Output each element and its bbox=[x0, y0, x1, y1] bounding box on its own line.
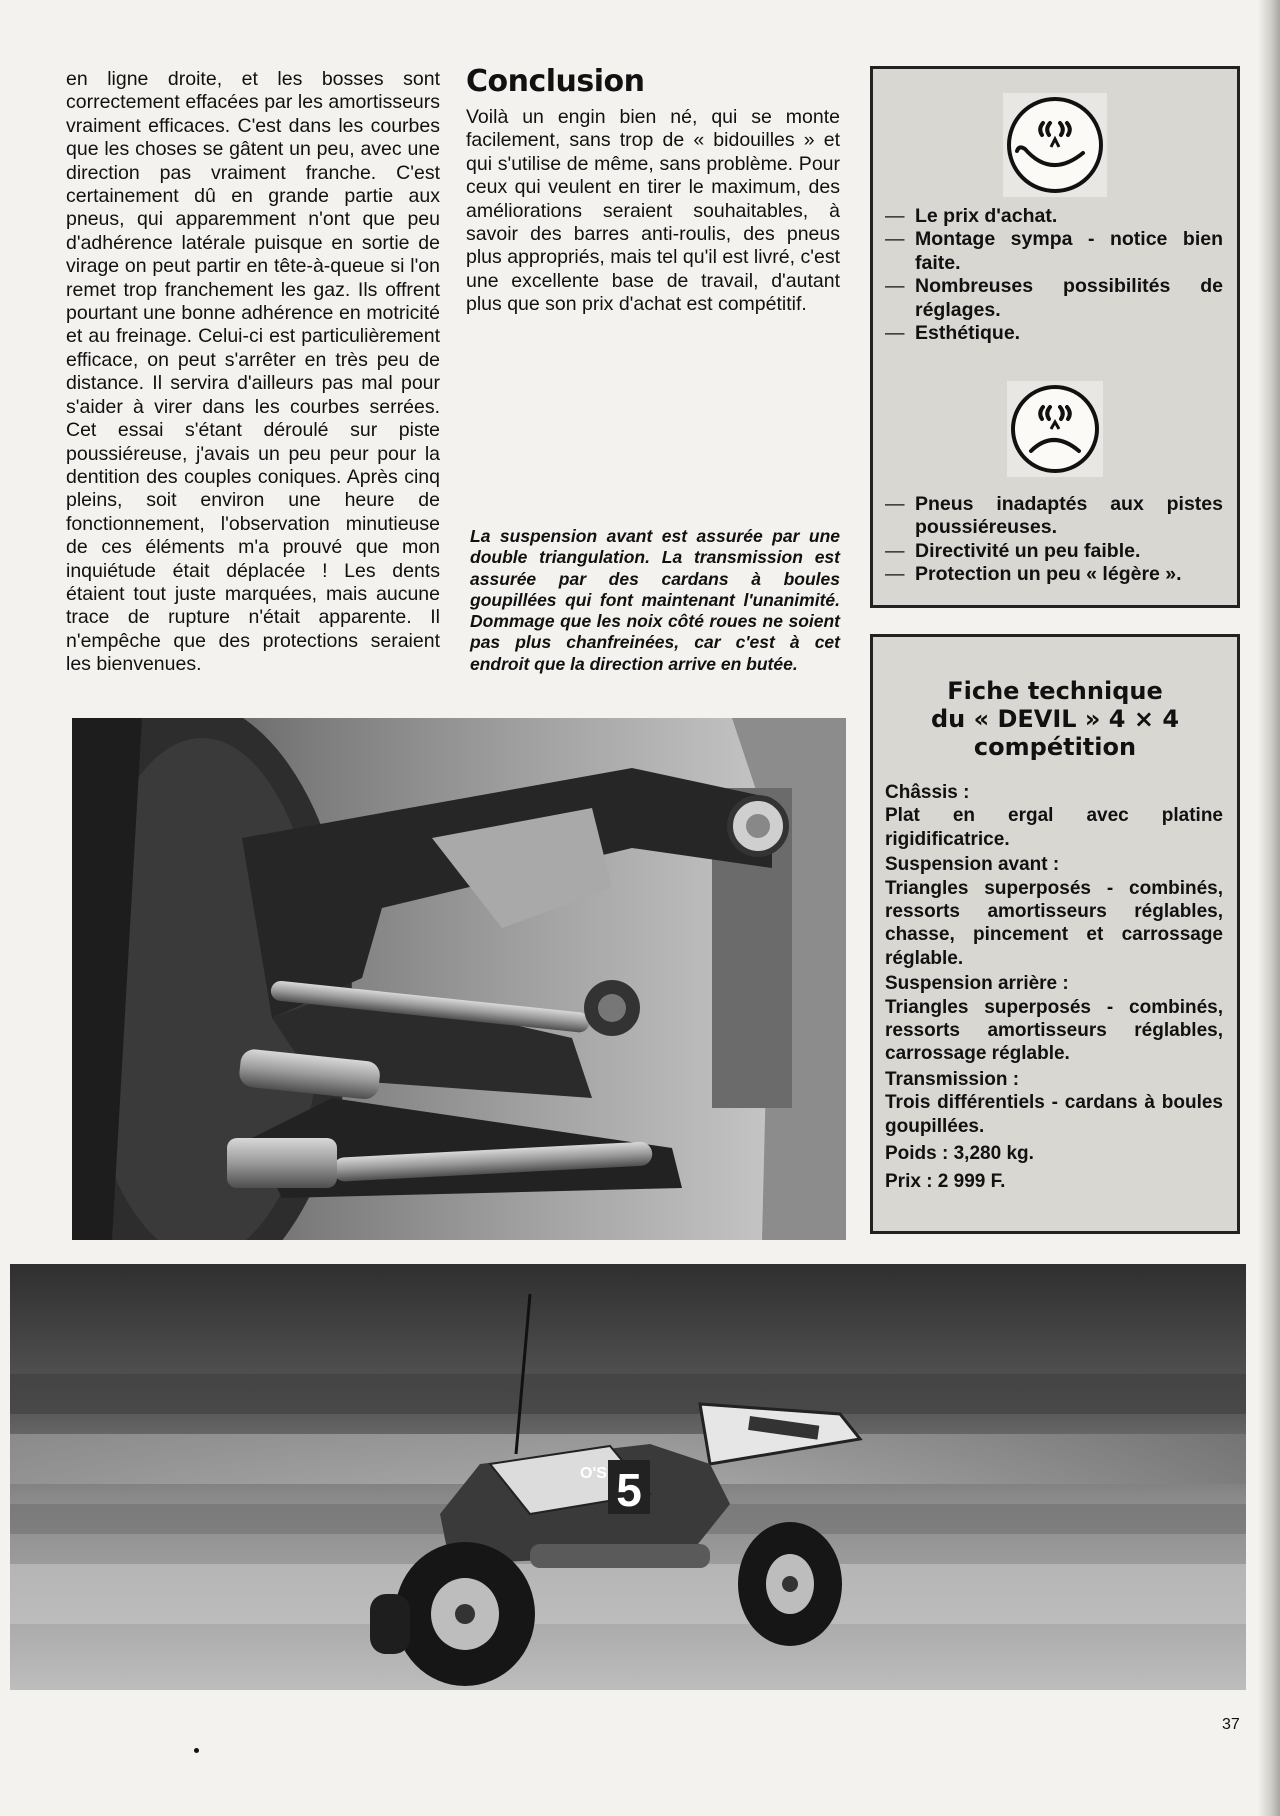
spec-label: Châssis : bbox=[885, 782, 970, 803]
pros-item: — Nombreuses possibilités de réglages. bbox=[885, 275, 1223, 322]
spec-value: Plat en ergal avec platine rigidificatrice. bbox=[885, 805, 1223, 850]
car-number-text: 5 bbox=[616, 1464, 642, 1516]
spec-value: Triangles superposés - combinés, ressorts amortisseurs réglables, chasse, pincement et carrossage réglable. bbox=[885, 877, 1223, 969]
spec-label: Suspension avant : bbox=[885, 854, 1060, 876]
car-action-photo bbox=[10, 1264, 1246, 1690]
car-number-decal bbox=[608, 1460, 650, 1516]
cons-item: — Pneus inadaptés aux pistes poussiéreuses. bbox=[885, 493, 1223, 540]
pros-item: — Esthétique. bbox=[885, 322, 1223, 345]
pros-item: — Le prix d'achat. bbox=[885, 205, 1223, 228]
photo-caption: La suspension avant est assurée par une double triangulation. La transmission est assurée par des cardans à boules goupillées qui font maintenant l'unanimité. Dommage que les noix côté roues ne soient pas plus chanfreinées, car c'est à cet endroit que la direction arrive en butée. bbox=[470, 526, 840, 674]
fiche-technique-box bbox=[870, 634, 1240, 1234]
happy-smiley-wrap bbox=[873, 93, 1237, 197]
print-dot bbox=[194, 1748, 199, 1753]
sad-smiley-icon bbox=[1007, 381, 1103, 477]
conclusion-heading: Conclusion bbox=[466, 64, 645, 99]
spec-value: Triangles superposés - combinés, ressorts amortisseurs réglables, carrossage réglable. bbox=[885, 996, 1223, 1065]
sad-smiley-wrap bbox=[873, 381, 1237, 477]
fiche-technique-body bbox=[885, 781, 1223, 1195]
conclusion-text: Voilà un engin bien né, qui se monte facilement, sans trop de « bidouilles » et qui s'utilise de même, sans problème. Pour ceux qui veulent en tirer le maximum, des améliorations seraient souhaitables, à savoir des barres anti-roulis, des pneus plus appropriés, mais tel qu'il est livré, c'est une excellente base de travail, d'autant plus que son prix d'achat est compétitif. bbox=[466, 106, 840, 316]
suspension-closeup-photo bbox=[72, 718, 846, 1240]
article-column-1 bbox=[66, 68, 440, 677]
spec-label: Transmission : bbox=[885, 1068, 1020, 1090]
spec-label: Suspension arrière : bbox=[885, 973, 1069, 995]
pros-list bbox=[885, 205, 1223, 345]
spec-price: Prix : 2 999 F. bbox=[885, 1170, 1006, 1192]
page-number: 37 bbox=[1222, 1716, 1240, 1733]
conclusion-column bbox=[466, 106, 840, 317]
pros-cons-box bbox=[870, 66, 1240, 608]
fiche-technique-title: Fiche technique du « DEVIL » 4 × 4 compétition bbox=[930, 677, 1180, 761]
pros-item: — Montage sympa - notice bien faite. bbox=[885, 228, 1223, 275]
cons-item: — Protection un peu « légère ». bbox=[885, 563, 1223, 586]
page-edge-shadow bbox=[1258, 0, 1280, 1816]
spec-weight: Poids : 3,280 kg. bbox=[885, 1143, 1034, 1165]
cons-item: — Directivité un peu faible. bbox=[885, 540, 1223, 563]
happy-smiley-icon bbox=[1003, 93, 1107, 197]
engine-decal-text: O'S bbox=[580, 1465, 607, 1482]
spec-value: Trois différentiels - cardans à boules goupillées. bbox=[885, 1092, 1223, 1137]
article-column-1-text: en ligne droite, et les bosses sont correctement effacées par les amortisseurs vraiment efficaces. C'est dans les courbes que les choses se gâtent un peu, avec une direction pas vraiment franche. C'est certainement dû en grande partie aux pneus, qui apparemment n'ont que peu d'adhérence latérale puisque en sortie de virage on peut partir en tête-à-queue si l'on remet trop franchement les gaz. Ils offrent pourtant une bonne adhérence en motricité et au freinage. Celui-ci est particulièrement efficace, on peut s'arrêter en très peu de distance. Il servira d'ailleurs pas mal pour s'aider à virer dans les courbes serrées. Cet essai s'étant déroulé sur piste poussiéreuse, j'avais un peu peur pour la dentition des couples coniques. Après cinq pleins, soit environ une heure de fonctionnement, l'observation minutieuse de ces éléments m'a prouvé que mon inquiétude était déplacée ! Les dents étaient tout juste marquées, mais aucune trace de rupture n'était apparente. Il n'empêche que des protections seraient les bienvenues. bbox=[66, 68, 440, 676]
cons-list bbox=[885, 493, 1223, 587]
